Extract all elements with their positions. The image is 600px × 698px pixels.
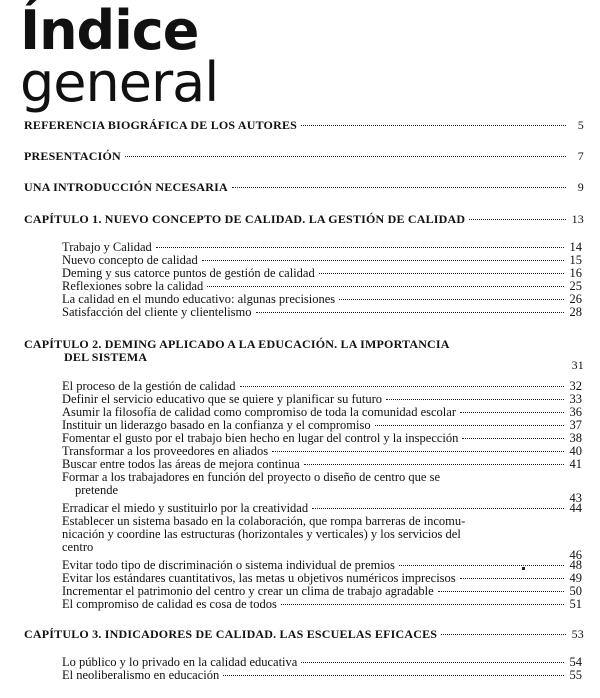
- dot-leader: [232, 187, 566, 188]
- dot-leader: [319, 273, 564, 274]
- toc-entry-label: Transformar a los proveedores en aliados: [62, 444, 269, 458]
- dot-leader: [281, 604, 564, 605]
- toc-page-number: 38: [569, 431, 582, 445]
- toc-page-number: 37: [569, 418, 582, 432]
- dot-leader: [375, 425, 564, 426]
- toc-page-number: 25: [569, 279, 582, 293]
- dot-leader: [301, 125, 566, 126]
- toc-page-number: 53: [571, 627, 584, 641]
- toc-entry-label: Fomentar el gusto por el trabajo bien hecho en lugar del control y la inspección: [62, 431, 459, 445]
- dot-leader: [386, 399, 564, 400]
- toc-subentry[interactable]: [62, 305, 582, 320]
- toc-subentry[interactable]: [62, 597, 582, 612]
- toc-page-number: 14: [569, 240, 582, 254]
- dot-leader: [301, 662, 564, 663]
- toc-entry-label: Satisfacción del cliente y clientelismo: [62, 305, 252, 319]
- toc-entry-biografia[interactable]: [24, 118, 584, 133]
- scan-speck: [522, 567, 525, 570]
- toc-entry-label: Incrementar el patrimonio del centro y crear un clima de trabajo agradable: [62, 584, 434, 598]
- dot-leader: [125, 156, 566, 157]
- toc-page-number: 43: [569, 491, 582, 505]
- dot-leader: [156, 247, 564, 248]
- toc-entry-label: La calidad en el mundo educativo: algunas precisiones: [62, 292, 336, 306]
- toc-page-number: 50: [569, 584, 582, 598]
- toc-page-number: 48: [569, 558, 582, 572]
- toc-entry-label: Definir el servicio educativo que se quiere y planificar su futuro: [62, 392, 383, 406]
- toc-page-number: 15: [569, 253, 582, 267]
- toc-entry-label: UNA INTRODUCCIÓN NECESARIA: [24, 180, 228, 194]
- dot-leader: [399, 565, 564, 566]
- dot-leader: [441, 634, 566, 635]
- toc-page-number: 55: [569, 668, 582, 682]
- toc-entry-label: Erradicar el miedo y sustituirlo por la creatividad: [62, 501, 309, 515]
- toc-entry-label: Asumir la filosofía de calidad como compromiso de toda la comunidad escolar: [62, 405, 456, 419]
- toc-page-number: 33: [569, 392, 582, 406]
- dot-leader: [97, 547, 564, 548]
- toc-entry-label: PRESENTACIÓN: [24, 149, 121, 163]
- toc-entry-label: Deming y sus catorce puntos de gestión de calidad: [62, 266, 315, 280]
- toc-entry-label: Instituir un liderazgo basado en la confianza y el compromiso: [62, 418, 371, 432]
- dot-leader: [304, 464, 564, 465]
- toc-entry-introduccion[interactable]: [24, 180, 584, 195]
- toc-entry-label: CAPÍTULO 1. NUEVO CONCEPTO DE CALIDAD. LA GESTIÓN DE CALIDAD: [24, 212, 466, 226]
- toc-subentry[interactable]: [62, 540, 582, 562]
- dot-leader: [223, 675, 564, 676]
- toc-entry-presentacion[interactable]: [24, 149, 584, 164]
- toc-entry-label: Lo público y lo privado en la calidad educativa: [62, 655, 298, 669]
- dot-leader: [122, 490, 564, 491]
- toc-page-number: 36: [569, 405, 582, 419]
- dot-leader: [151, 357, 566, 358]
- toc-page-number: 44: [569, 501, 582, 515]
- toc-subentry-line-2[interactable]: nicación y coordine las estructuras (horizontales y verticales) y los servicios del: [62, 527, 461, 541]
- toc-entry-label: DEL SISTEMA: [64, 350, 148, 364]
- dot-leader: [339, 299, 564, 300]
- toc-page-number: 16: [569, 266, 582, 280]
- toc-page-number: 41: [569, 457, 582, 471]
- toc-page-number: 13: [571, 212, 584, 226]
- toc-entry-label: Evitar los estándares cuantitativos, las metas u objetivos numéricos imprecisos: [62, 571, 456, 585]
- dot-leader: [460, 578, 564, 579]
- dot-leader: [240, 386, 564, 387]
- toc-entry-label: pretende: [75, 483, 119, 497]
- toc-page-number: 51: [569, 597, 582, 611]
- dot-leader: [438, 591, 564, 592]
- toc-page-number: 28: [569, 305, 582, 319]
- dot-leader: [312, 508, 564, 509]
- toc-entry-label: REFERENCIA BIOGRÁFICA DE LOS AUTORES: [24, 118, 298, 132]
- toc-entry-label: Evitar todo tipo de discriminación o sistema individual de premios: [62, 558, 395, 572]
- toc-entry-label: Trabajo y Calidad: [62, 240, 152, 254]
- dot-leader: [469, 219, 566, 220]
- dot-leader: [272, 451, 564, 452]
- dot-leader: [202, 260, 564, 261]
- toc-subentry[interactable]: [75, 483, 582, 505]
- page-title: [20, 0, 219, 114]
- toc-page-number: 7: [577, 149, 584, 163]
- dot-leader: [256, 312, 564, 313]
- toc-page-number: 54: [569, 655, 582, 669]
- toc-entry-label: CAPÍTULO 3. INDICADORES DE CALIDAD. LAS ESCUELAS EFICACES: [24, 627, 438, 641]
- toc-entry-label: Nuevo concepto de calidad: [62, 253, 198, 267]
- toc-entry-label: El proceso de la gestión de calidad: [62, 379, 236, 393]
- toc-page-number: 46: [569, 548, 582, 562]
- dot-leader: [460, 412, 564, 413]
- toc-page-number: 31: [571, 358, 584, 372]
- toc-page-number: 49: [569, 571, 582, 585]
- toc-entry-capitulo-2[interactable]: [64, 350, 584, 372]
- toc-entry-label: Buscar entre todos las áreas de mejora continua: [62, 457, 300, 471]
- toc-entry-label: El compromiso de calidad es cosa de todos: [62, 597, 277, 611]
- toc-page-number: 5: [577, 118, 584, 132]
- toc-entry-label: El neoliberalismo en educación: [62, 668, 220, 682]
- toc-entry-capitulo-2-line-1[interactable]: CAPÍTULO 2. DEMING APLICADO A LA EDUCACIÓN. LA IMPORTANCIA: [24, 337, 450, 351]
- toc-page-number: 26: [569, 292, 582, 306]
- toc-subentry[interactable]: [62, 668, 582, 683]
- toc-entry-label: Reflexiones sobre la calidad: [62, 279, 204, 293]
- toc-page-number: 32: [569, 379, 582, 393]
- dot-leader: [207, 286, 564, 287]
- toc-entry-capitulo-3[interactable]: [24, 627, 584, 642]
- dot-leader: [462, 438, 564, 439]
- toc-page-number: 40: [569, 444, 582, 458]
- title-line-2: general: [20, 51, 219, 114]
- toc-entry-label: centro: [62, 540, 94, 554]
- toc-subentry-line-1[interactable]: Establecer un sistema basado en la colaboración, que rompa barreras de incomu-: [62, 514, 466, 528]
- title-line-1: Índice: [20, 0, 199, 62]
- toc-page-number: 9: [577, 180, 584, 194]
- toc-entry-capitulo-1[interactable]: [24, 212, 584, 227]
- toc-subentry-line-1[interactable]: Formar a los trabajadores en función del proyecto o diseño de centro que se: [62, 470, 440, 484]
